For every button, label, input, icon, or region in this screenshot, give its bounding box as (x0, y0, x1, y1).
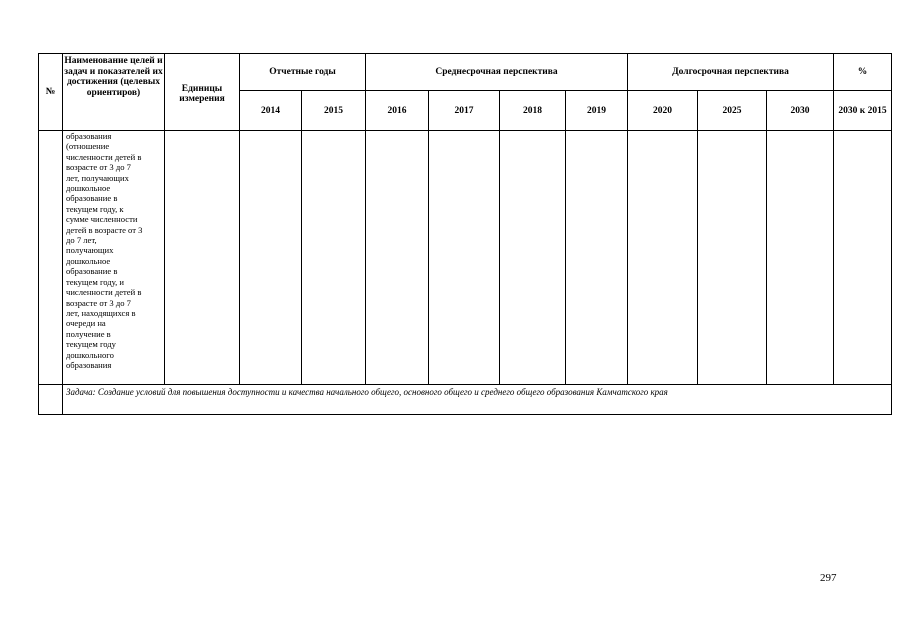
header-percent: % (834, 54, 892, 91)
cell-2030 (767, 131, 834, 385)
cell-2018 (500, 131, 566, 385)
header-units: Единицы измерения (165, 54, 240, 131)
year-2015: 2015 (302, 91, 366, 131)
header-reported-years: Отчетные годы (240, 54, 366, 91)
page-number: 297 (820, 572, 837, 584)
table-row (39, 131, 892, 385)
year-2017: 2017 (429, 91, 500, 131)
indicators-table (38, 53, 892, 415)
cell-2020 (628, 131, 698, 385)
header-number: № (39, 54, 63, 131)
cell-2015 (302, 131, 366, 385)
year-2014: 2014 (240, 91, 302, 131)
cell-units (165, 131, 240, 385)
cell-2017 (429, 131, 500, 385)
year-2019: 2019 (566, 91, 628, 131)
ratio-2030-to-2015: 2030 к 2015 (834, 91, 892, 131)
year-2025: 2025 (698, 91, 767, 131)
header-medium-term: Среднесрочная перспектива (366, 54, 628, 91)
cell-ratio (834, 131, 892, 385)
cell-2025 (698, 131, 767, 385)
year-2030: 2030 (767, 91, 834, 131)
header-name: Наименование целей и задач и показателей их достижения (целевых ориентиров) (63, 54, 165, 131)
cell-2014 (240, 131, 302, 385)
cell-2016 (366, 131, 429, 385)
task-row (39, 385, 892, 415)
cell-number (39, 131, 63, 385)
year-2016: 2016 (366, 91, 429, 131)
cell-2019 (566, 131, 628, 385)
year-2018: 2018 (500, 91, 566, 131)
indicator-description: образования (отношение численности детей в возрасте от 3 до 7 лет, получающих дошкольное образование в текущем году, к сумме численности детей в возрасте от 3 до 7 лет, получающих дошкольное образование в текущем году, и численности детей в возрасте от 3 до 7 лет, находящихся в очереди на получение в текущем году дошкольного образования (63, 131, 165, 385)
task-description: Задача: Создание условий для повышения доступности и качества начального общего, основного общего и среднего общего образования Камчатского края (63, 385, 892, 415)
year-2020: 2020 (628, 91, 698, 131)
task-number-cell (39, 385, 63, 415)
header-long-term: Долгосрочная перспектива (628, 54, 834, 91)
